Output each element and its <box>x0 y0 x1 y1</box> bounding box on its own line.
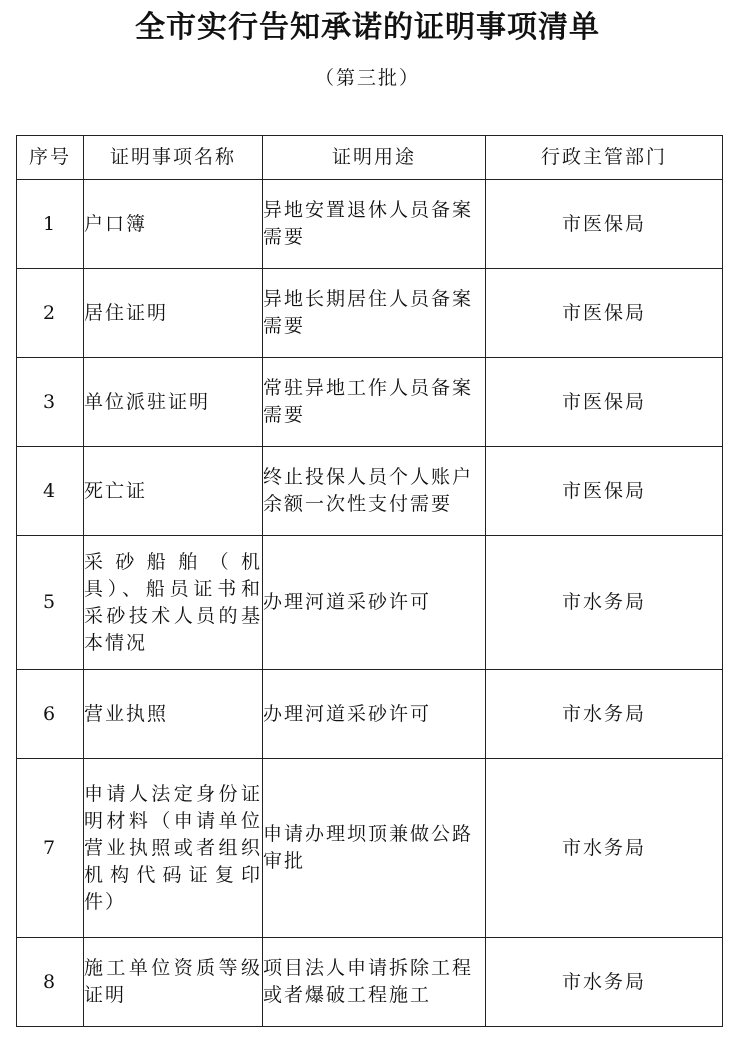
table-row <box>17 759 723 938</box>
header-item-name: 证明事项名称 <box>84 136 263 180</box>
item-department: 市水务局 <box>486 536 723 670</box>
item-department: 市医保局 <box>486 269 723 358</box>
item-name-text: 死亡证 <box>84 479 148 502</box>
item-purpose-text: 办理河道采砂许可 <box>263 702 432 725</box>
table-row <box>17 358 723 447</box>
item-name <box>84 358 263 447</box>
item-name <box>84 670 263 759</box>
header-number: 序号 <box>17 136 84 180</box>
item-name-text: 采砂船舶（机具）、船员证书和采砂技术人员的基本情况 <box>84 550 262 654</box>
item-department: 市水务局 <box>486 759 723 938</box>
item-purpose-text: 办理河道采砂许可 <box>263 591 432 613</box>
item-department: 市医保局 <box>486 358 723 447</box>
item-name <box>84 269 263 358</box>
item-name <box>84 180 263 269</box>
row-number: 8 <box>17 938 84 1027</box>
item-name-text: 施工单位资质等级证明 <box>84 957 262 1006</box>
table-row <box>17 180 723 269</box>
item-purpose <box>263 938 486 1027</box>
table-row <box>17 670 723 759</box>
table-header-row <box>17 136 723 180</box>
item-purpose-text: 异地长期居住人员备案需要 <box>263 288 474 337</box>
item-purpose <box>263 358 486 447</box>
item-department: 市水务局 <box>486 670 723 759</box>
row-number: 2 <box>17 269 84 358</box>
row-number: 1 <box>17 180 84 269</box>
item-purpose-text: 常驻异地工作人员备案需要 <box>263 377 474 426</box>
item-purpose <box>263 269 486 358</box>
header-purpose: 证明用途 <box>263 136 486 180</box>
item-purpose-text: 异地安置退休人员备案需要 <box>263 199 474 248</box>
item-name-text: 户口簿 <box>84 212 148 235</box>
item-purpose <box>263 447 486 536</box>
item-purpose <box>263 759 486 938</box>
table-row <box>17 269 723 358</box>
item-name <box>84 447 263 536</box>
table-row <box>17 447 723 536</box>
row-number: 3 <box>17 358 84 447</box>
item-department: 市水务局 <box>486 938 723 1027</box>
header-department: 行政主管部门 <box>486 136 723 180</box>
item-name <box>84 938 263 1027</box>
certification-list-table <box>16 135 723 1027</box>
item-purpose <box>263 536 486 670</box>
table-row <box>17 938 723 1027</box>
item-purpose <box>263 180 486 269</box>
item-name-text: 单位派驻证明 <box>84 390 211 413</box>
item-name-text: 营业执照 <box>84 702 169 725</box>
table-row <box>17 536 723 670</box>
document-subtitle: （第三批） <box>314 67 420 89</box>
document-title: 全市实行告知承诺的证明事项清单 <box>135 10 600 45</box>
item-purpose-text: 申请办理坝顶兼做公路审批 <box>263 823 474 872</box>
row-number: 7 <box>17 759 84 938</box>
item-purpose <box>263 670 486 759</box>
item-name <box>84 536 263 670</box>
item-name <box>84 759 263 938</box>
item-name-text: 申请人法定身份证明材料（申请单位营业执照或者组织机构代码证复印件） <box>84 782 262 913</box>
row-number: 6 <box>17 670 84 759</box>
item-department: 市医保局 <box>486 447 723 536</box>
row-number: 4 <box>17 447 84 536</box>
item-department: 市医保局 <box>486 180 723 269</box>
item-name-text: 居住证明 <box>84 301 169 324</box>
item-purpose-text: 项目法人申请拆除工程或者爆破工程施工 <box>263 957 474 1006</box>
row-number: 5 <box>17 536 84 670</box>
item-purpose-text: 终止投保人员个人账户余额一次性支付需要 <box>263 466 474 515</box>
